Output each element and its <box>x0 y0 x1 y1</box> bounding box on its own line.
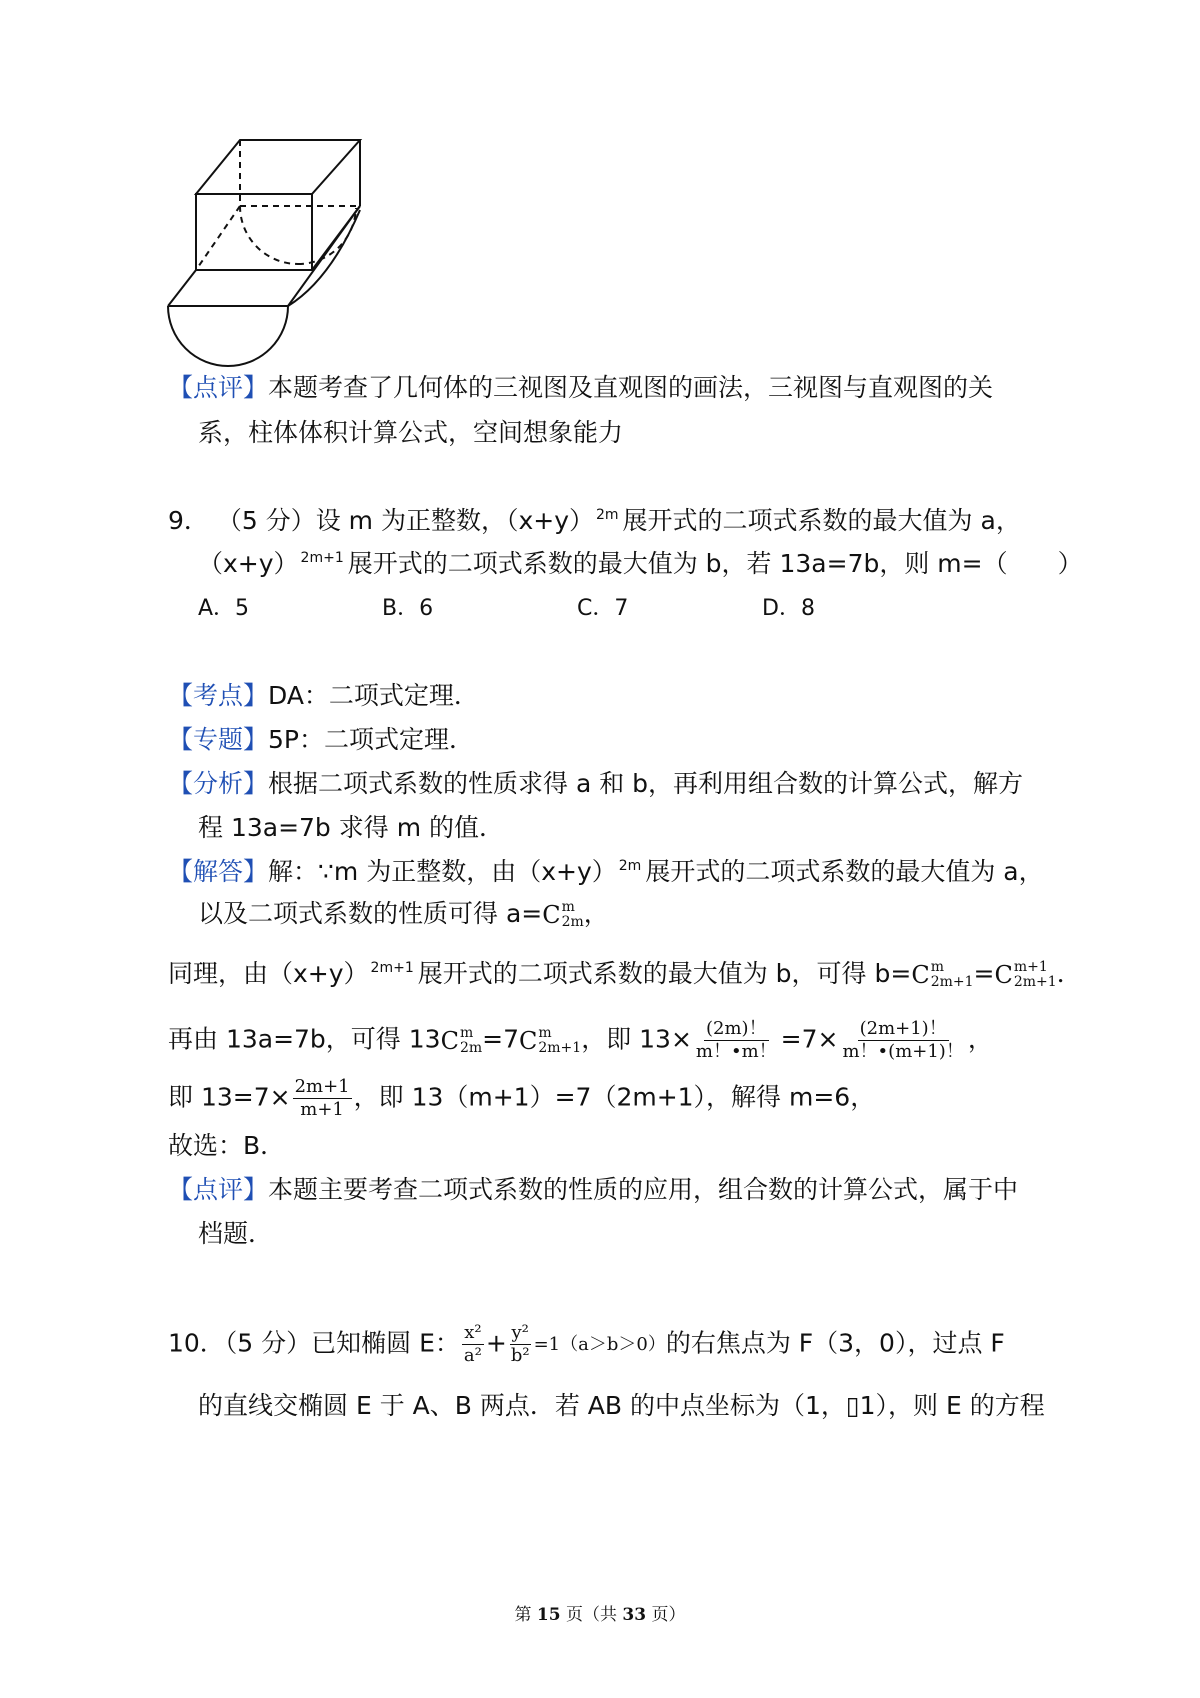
kaodian-text: DA：二项式定理． <box>268 681 479 710</box>
option-a: A．5 <box>198 596 250 621</box>
fenxi-text: 根据二项式系数的性质求得 a 和 b，再利用组合数的计算公式，解方 <box>268 769 1024 798</box>
review-text: 本题考查了几何体的三视图及直观图的画法，三视图与直观图的关 <box>268 373 994 402</box>
question-text-cont: 的直线交椭圆 E 于 A、B 两点．若 AB 的中点坐标为（1，▯1），则 E 的方程 <box>198 1391 1045 1420</box>
answer-choice: 故选：B． <box>168 1131 286 1160</box>
exponent: 2m <box>596 507 619 523</box>
fraction: $\frac{\text{x²}}{\text{a²}}$ <box>463 1322 482 1366</box>
jieda-tag: 【解答】 <box>168 857 269 886</box>
option-d: D．8 <box>762 596 815 621</box>
geometry-figure <box>160 130 400 380</box>
question-text: （x+y） <box>198 549 299 578</box>
review-tag: 【点评】 <box>168 373 269 402</box>
combination: C m 2m+1 <box>518 1024 582 1056</box>
jieda-text: 再由 13a=7b，可得 13 <box>168 1024 441 1054</box>
exponent: 2m <box>618 858 642 874</box>
fraction: $\frac{(2m+1)!}{m!•(m+1)!}$ <box>842 1018 964 1062</box>
ellipse-condition: =1（a＞b＞0） <box>533 1333 666 1355</box>
jieda-text: 以及二项式系数的性质可得 a= <box>198 899 543 928</box>
review-text: 本题主要考查二项式系数的性质的应用，组合数的计算公式，属于中 <box>268 1175 1019 1204</box>
fraction: $\frac{2m+1}{m+1}$ <box>294 1076 350 1120</box>
question-text: （5 分）设 m 为正整数，（x+y） <box>216 506 594 535</box>
page-footer: 第 15 页（共 33 页） <box>514 1605 686 1625</box>
page-total: 33 <box>622 1605 647 1625</box>
zhuanti-text: 5P：二项式定理． <box>268 725 474 754</box>
fraction: $\frac{\text{y²}}{\text{b²}}$ <box>510 1322 530 1366</box>
review-tag: 【点评】 <box>168 1175 269 1204</box>
question-text: 展开式的二项式系数的最大值为 b，若 13a=7b，则 m=（ ） <box>347 549 1083 578</box>
combination: C m 2m <box>440 1024 483 1056</box>
jieda-text: 展开式的二项式系数的最大值为 a， <box>645 857 1044 886</box>
exponent: 2m+1 <box>370 960 414 976</box>
review-text-cont: 档题． <box>198 1219 274 1248</box>
question-number: 9． <box>168 506 209 535</box>
combination: C m 2m <box>542 899 584 930</box>
combination: C m 2m+1 <box>911 959 974 990</box>
exponent: 2m+1 <box>300 550 344 566</box>
option-c: C．7 <box>577 596 629 621</box>
option-b: B．6 <box>382 596 434 621</box>
zhuanti-tag: 【专题】 <box>168 725 269 754</box>
jieda-text: 解：∵m 为正整数，由（x+y） <box>268 857 617 886</box>
combination: C m+1 2m+1 <box>994 959 1057 990</box>
review-text-cont: 系，柱体体积计算公式，空间想象能力 <box>198 418 624 447</box>
kaodian-tag: 【考点】 <box>168 681 269 710</box>
question-text: 的右焦点为 F（3，0），过点 F <box>665 1328 1005 1358</box>
fenxi-text-cont: 程 13a=7b 求得 m 的值． <box>198 813 504 842</box>
fenxi-tag: 【分析】 <box>168 769 269 798</box>
page-number: 15 <box>536 1605 561 1625</box>
jieda-text: 即 13=7× <box>168 1082 291 1112</box>
question-text: 展开式的二项式系数的最大值为 a， <box>622 506 1021 535</box>
question-text: 10．（5 分）已知椭圆 E： <box>168 1328 460 1358</box>
fraction: $\frac{(2m)!}{m!•m!}$ <box>695 1018 777 1062</box>
jieda-text: 展开式的二项式系数的最大值为 b，可得 b= <box>417 959 912 988</box>
jieda-text: 同理，由（x+y） <box>168 959 369 988</box>
